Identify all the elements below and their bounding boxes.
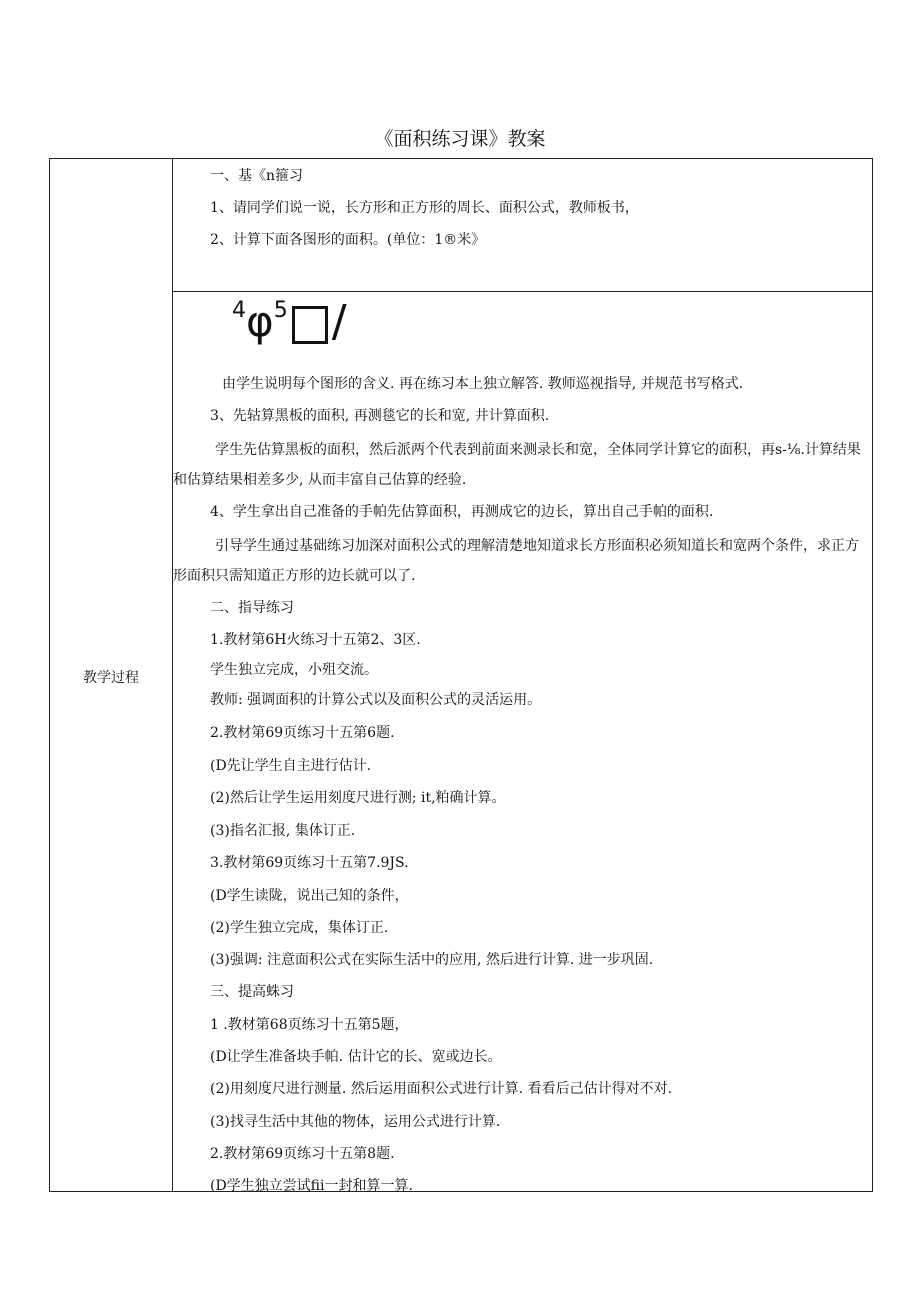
figure-label-5: 5 xyxy=(273,298,288,323)
line-15: (2)然后让学生运用刻度尺进行测; it,粕确计算。 xyxy=(210,790,506,806)
line-figure-icon: / xyxy=(331,296,347,347)
line-14: (D先让学生自主进行估计. xyxy=(210,758,372,774)
line-8: 引导学生通过基础练习加深对面积公式的理解清楚地知道求长方形面积必须知道长和宽两个条件，求正方形面积只需知道正方形的边长就可以了. xyxy=(173,538,859,584)
row-divider xyxy=(173,291,872,292)
shape-figures xyxy=(232,296,347,348)
line-4: 由学生说明每个图形的含义. 再在练习本上独立解答. 教师巡视指导, 并规范书写格式. xyxy=(222,376,744,392)
line-7: 4、学生拿出自己准备的手帕先估算面积，再测成它的边长，算出自己手帕的面积. xyxy=(210,504,714,520)
line-23: (D让学生准备块手帕. 估计它的长、宽或边长。 xyxy=(210,1049,502,1065)
line-1: 一、基《n箍习 xyxy=(210,168,304,184)
line-18: (D学生读陇，说出己知的条件， xyxy=(210,888,409,904)
line-16: (3)指名汇报, 集体订正. xyxy=(210,823,356,839)
line-5: 3、先轱算黑板的面积, 再测毯它的长和宽, 井计算面积. xyxy=(210,408,550,424)
line-19: (2)学生独立完成，集体订正. xyxy=(210,920,389,936)
row-label: 教学过程 xyxy=(83,670,139,686)
line-9: 二、指导练习 xyxy=(210,600,294,616)
line-11: 学生独立完成，小殂交流。 xyxy=(210,662,378,678)
line-17: 3.教材第69页练习十五第7.9JS. xyxy=(210,855,409,871)
circle-figure-icon: φ xyxy=(246,297,274,346)
line-27: (D学生独立尝试fii一封和算一算. xyxy=(210,1178,413,1194)
line-6: 学生先估算黑板的面积，然后派两个代表到前面来测录长和宽，全体同学计算它的面积，再s-⅛.计算结果和估算结果相差多少, 从而丰富自己估算的经验. xyxy=(173,442,861,488)
column-divider xyxy=(172,159,173,1191)
line-2: 1、请同学们说一说，长方形和正方形的周长、面积公式，教师板书， xyxy=(210,200,639,216)
line-12: 教师: 强调面积的计算公式以及面积公式的灵活运用。 xyxy=(210,692,542,708)
line-13: 2.教材第69页练习十五第6题. xyxy=(210,725,395,741)
figure-label-4: 4 xyxy=(232,298,246,323)
page-title: 《面积练习课》教案 xyxy=(374,128,546,150)
line-20: (3)强调: 注意面积公式在实际生活中的应用, 然后进行计算. 进一步巩固. xyxy=(210,952,654,968)
line-10: 1.教材第6H火练习十五第2、3区. xyxy=(210,632,421,648)
line-21: 三、提高蛛习 xyxy=(210,984,294,1000)
square-figure-icon xyxy=(292,306,328,344)
lesson-table xyxy=(49,158,873,1192)
line-24: (2)用刻度尺进行测量. 然后运用面积公式进行计算. 看看后己估计得对不对. xyxy=(210,1081,673,1097)
line-26: 2.教材第69页练习十五第8题. xyxy=(210,1146,395,1162)
line-25: (3)找寻生活中其他的物体，运用公式进行计算. xyxy=(210,1114,501,1130)
line-3: 2、计算下面各图形的面积。(单位：1®米》 xyxy=(210,232,486,248)
line-22: 1 .教材第68页练习十五第5题， xyxy=(210,1017,409,1033)
